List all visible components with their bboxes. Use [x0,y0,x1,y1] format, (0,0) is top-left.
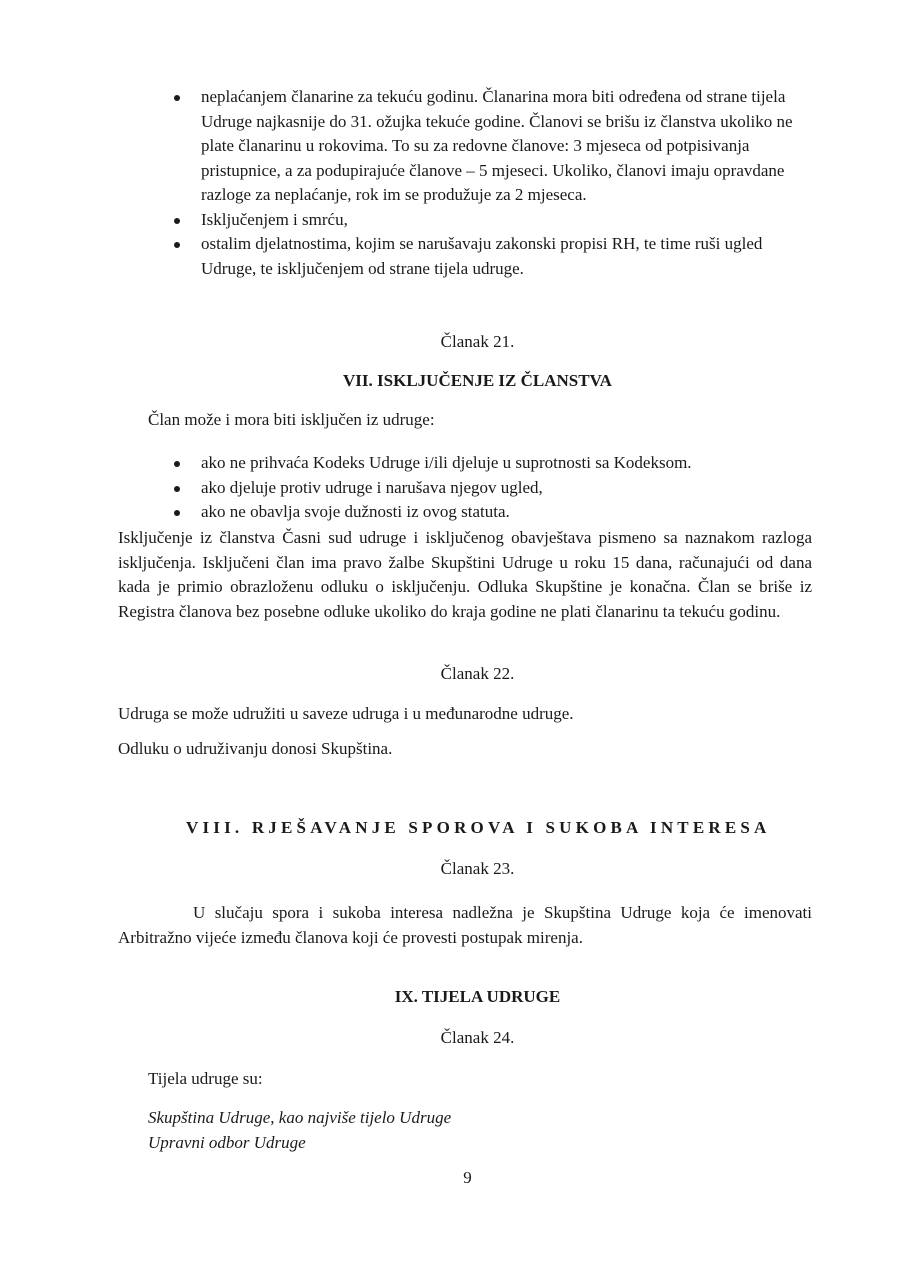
bullet-icon [174,461,180,467]
article-24-title: Članak 24. [440,1028,515,1047]
article-23-title: Članak 23. [440,859,515,878]
membership-termination-list [201,85,813,281]
article-22-title: Članak 22. [440,664,515,683]
list-item-text: ako ne prihvaća Kodeks Udruge i/ili djeluje u suprotnosti sa Kodeksom. [201,453,692,472]
article-23-paragraph: U slučaju spora i sukoba interesa nadležna je Skupština Udruge koja će imenovati Arbitražno vijeće između članova koji će provesti postupak mirenja. [118,903,812,947]
bullet-icon [174,510,180,516]
section-7-heading: VII. ISKLJUČENJE IZ ČLANSTVA [343,371,612,390]
list-item [201,451,801,476]
list-item-text: ako ne obavlja svoje dužnosti iz ovog statuta. [201,502,510,521]
section-8-heading: VIII. RJEŠAVANJE SPOROVA I SUKOBA INTERESA [186,818,771,837]
body-item: Upravni odbor Udruge [148,1133,306,1152]
list-item-text: neplaćanjem članarine za tekuću godinu. Članarina mora biti određena od strane tijela Udruge najkasnije do 31. ožujka tekuće godine. Članovi se brišu iz članstva ukoliko ne plate članarinu u rokovima. To su za redovne članove: 3 mjeseca od potpisivanja pristupnice, a za podupirajuće članove – 5 mjeseci. Ukoliko, članovi imaju opravdane razloge za neplaćanje, rok im se produžuje za 2 mjeseca. [201,87,793,204]
body-item: Skupština Udruge, kao najviše tijelo Udruge [148,1108,452,1127]
bullet-icon [174,242,180,248]
list-item-text: ako djeluje protiv udruge i narušava njegov ugled, [201,477,543,497]
list-item [201,208,813,233]
article-21-paragraph: Isključenje iz članstva Časni sud udruge i isključenog obavještava pismeno sa naznakom razloga isključenja. Isključeni član ima pravo žalbe Skupštini Udruge u roku 15 dana, računajući od dana kada je primio obrazloženu odluku o isključenju. Odluka Skupštine je konačna. Član se briše iz Registra članova bez posebne odluke ukoliko do kraja godine ne plati članarinu ta tekuću godinu. [118,528,812,621]
list-item-text: ostalim djelatnostima, kojim se narušavaju zakonski propisi RH, te time ruši ugled Udruge, te isključenjem od strane tijela udruge. [201,234,763,278]
article-22-paragraph-1: Udruga se može udružiti u saveze udruga i u međunarodne udruge. [118,704,574,723]
article-21-title: Članak 21. [440,332,515,351]
list-item [201,232,813,281]
bullet-icon [174,95,180,101]
article-24-intro: Tijela udruge su: [148,1069,263,1088]
bullet-icon [174,486,180,492]
article-22-paragraph-2: Odluku o udruživanju donosi Skupština. [118,739,393,758]
page-number: 9 [463,1168,472,1187]
list-item [201,500,801,525]
list-item [201,85,813,208]
article-21-intro: Član može i mora biti isključen iz udruge: [148,410,435,429]
exclusion-reasons-list [201,451,801,525]
list-item [201,476,801,501]
bullet-icon [174,218,180,224]
list-item-text: Isključenjem i smrću, [201,209,348,229]
section-9-heading: IX. TIJELA UDRUGE [394,987,561,1006]
